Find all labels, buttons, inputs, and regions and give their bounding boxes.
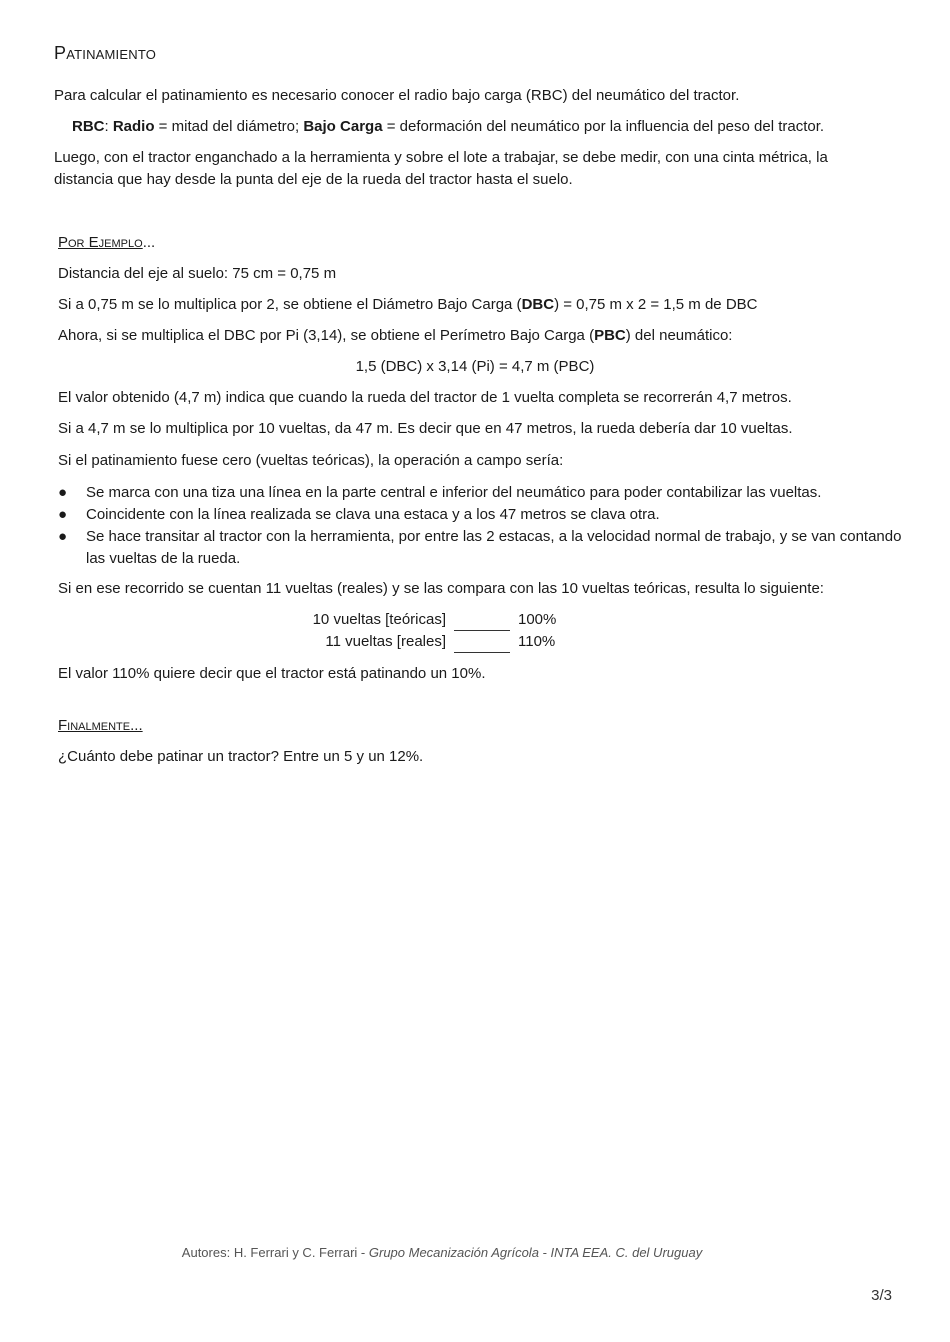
ratio-percent: 100% bbox=[518, 611, 557, 628]
example-heading-ellipsis: ... bbox=[142, 234, 156, 251]
diametro-pre: Si a 0,75 m se lo multiplica por 2, se obtiene el Diámetro Bajo Carga ( bbox=[58, 296, 522, 313]
perimetro-bold: PBC bbox=[594, 327, 626, 344]
radio-term: Radio bbox=[112, 118, 155, 135]
ratio-percent: 110% bbox=[518, 633, 556, 650]
bullet-icon: ● bbox=[58, 528, 68, 545]
final-heading bbox=[58, 715, 143, 737]
rbc-term: RBC bbox=[72, 118, 105, 135]
perimetro-line bbox=[58, 325, 732, 347]
footer-group: Grupo Mecanización Agrícola - INTA EEA. C. del Uruguay bbox=[368, 1245, 703, 1260]
diametro-line bbox=[58, 294, 758, 316]
rbc-sep: : bbox=[104, 118, 113, 135]
footer bbox=[0, 1242, 884, 1264]
list-item-text: Se hace transitar al tractor con la herramienta, por entre las 2 estacas, a la velocidad normal de trabajo, y se van contando las vueltas de la rueda. bbox=[86, 528, 902, 567]
bullet-icon: ● bbox=[58, 484, 68, 501]
example-heading bbox=[58, 232, 155, 254]
page-number: 3/3 bbox=[871, 1287, 892, 1304]
bullet-icon: ● bbox=[58, 506, 68, 523]
bajo-carga-text: = deformación del neumático por la influencia del peso del tractor. bbox=[382, 118, 825, 135]
ratio-divider bbox=[454, 634, 510, 653]
conclusion-line: El valor 110% quiere decir que el tractor está patinando un 10%. bbox=[58, 665, 486, 682]
cero-line: Si el patinamiento fuese cero (vueltas teóricas), la operación a campo sería: bbox=[58, 452, 564, 469]
luego-line-2: distancia que hay desde la punta del eje de la rueda del tractor hasta el suelo. bbox=[54, 171, 573, 188]
footer-authors: Autores: H. Ferrari y C. Ferrari - bbox=[181, 1245, 369, 1260]
list-item-text: Se marca con una tiza una línea en la parte central e inferior del neumático para poder contabilizar las vueltas. bbox=[86, 484, 822, 501]
steps-list bbox=[54, 482, 904, 570]
ratio-table bbox=[250, 609, 650, 653]
page-title: Patinamiento bbox=[54, 43, 157, 63]
recorrido-line: Si en ese recorrido se cuentan 11 vueltas (reales) y se las compara con las 10 vueltas teóricas, resulta lo siguiente: bbox=[58, 580, 824, 597]
diametro-bold: DBC bbox=[521, 296, 555, 313]
multiplica-line: Si a 4,7 m se lo multiplica por 10 vueltas, da 47 m. Es decir que en 47 metros, la rueda debería dar 10 vueltas. bbox=[58, 420, 793, 437]
ratio-row bbox=[250, 609, 650, 631]
valor-line: El valor obtenido (4,7 m) indica que cuando la rueda del tractor de 1 vuelta completa se recorrerán 4,7 metros. bbox=[58, 389, 792, 406]
pregunta-line: ¿Cuánto debe patinar un tractor? Entre un 5 y un 12%. bbox=[58, 748, 424, 765]
final-heading-text: Finalmente... bbox=[58, 717, 143, 734]
perimetro-pre: Ahora, si se multiplica el DBC por Pi (3,14), se obtiene el Perímetro Bajo Carga ( bbox=[58, 327, 595, 344]
distancia-line: Distancia del eje al suelo: 75 cm = 0,75 m bbox=[58, 265, 337, 282]
list-item bbox=[54, 482, 904, 504]
ratio-label: 10 vueltas [teóricas] bbox=[312, 611, 446, 628]
bajo-carga-term: Bajo Carga bbox=[303, 118, 383, 135]
formula-line: 1,5 (DBC) x 3,14 (Pi) = 4,7 m (PBC) bbox=[355, 358, 595, 375]
ratio-row bbox=[250, 631, 650, 653]
intro-paragraph: Para calcular el patinamiento es necesario conocer el radio bajo carga (RBC) del neumático del tractor. bbox=[54, 87, 740, 104]
list-item bbox=[54, 526, 904, 570]
luego-line-1: Luego, con el tractor enganchado a la herramienta y sobre el lote a trabajar, se debe medir, con una cinta métrica, la bbox=[54, 149, 828, 166]
example-heading-text: Por Ejemplo bbox=[58, 234, 143, 251]
rbc-definition bbox=[72, 116, 824, 138]
ratio-divider bbox=[454, 612, 510, 631]
perimetro-post: ) del neumático: bbox=[625, 327, 733, 344]
list-item bbox=[54, 504, 904, 526]
radio-text: = mitad del diámetro; bbox=[154, 118, 304, 135]
diametro-post: ) = 0,75 m x 2 = 1,5 m de DBC bbox=[554, 296, 758, 313]
list-item-text: Coincidente con la línea realizada se clava una estaca y a los 47 metros se clava otra. bbox=[86, 506, 660, 523]
ratio-label: 11 vueltas [reales] bbox=[325, 633, 446, 650]
